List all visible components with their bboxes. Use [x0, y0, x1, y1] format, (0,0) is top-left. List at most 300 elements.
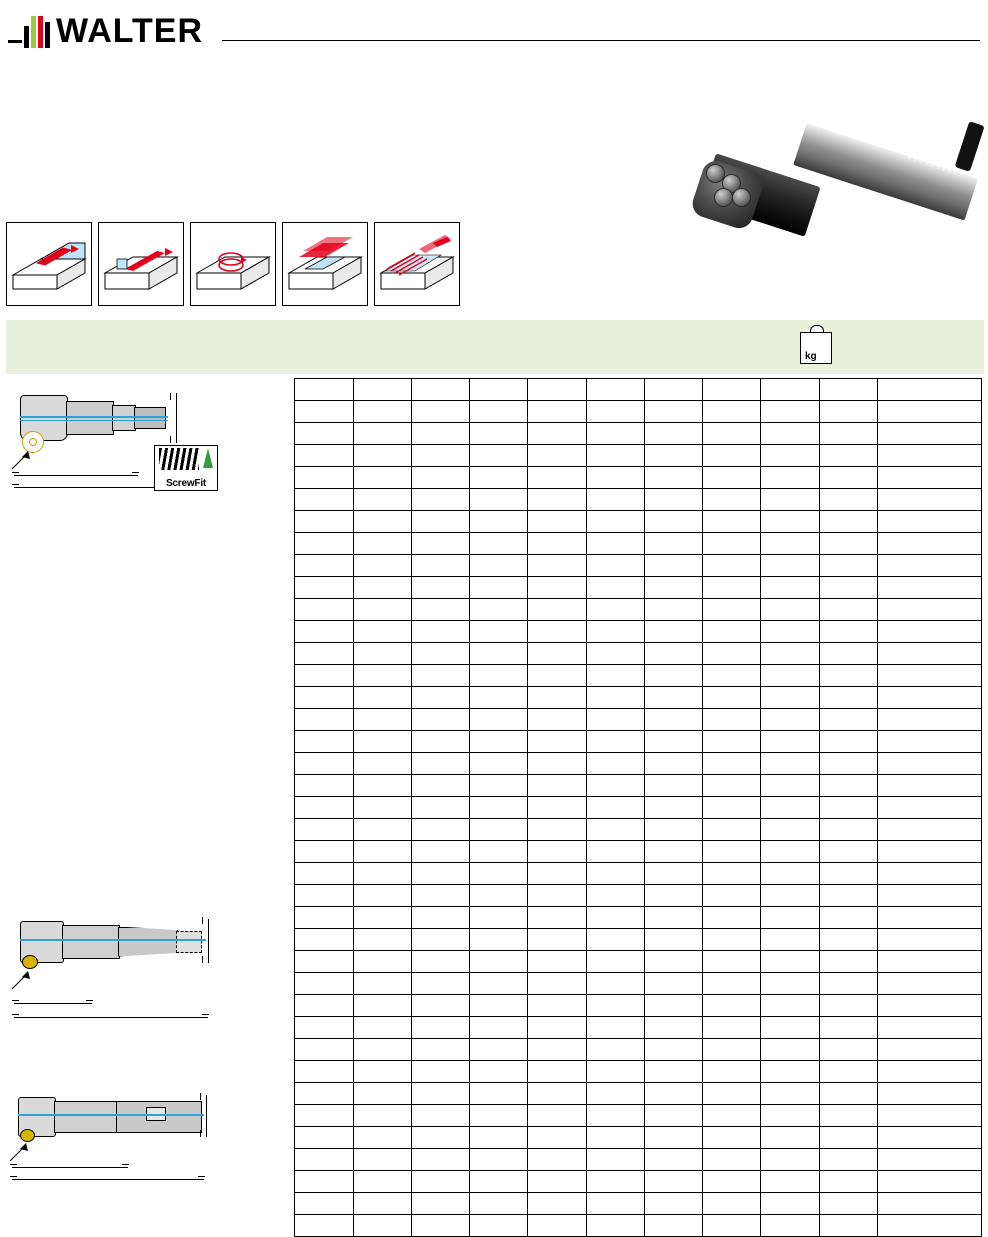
cell[interactable] [644, 489, 702, 511]
cell[interactable] [703, 1017, 761, 1039]
cell[interactable] [703, 1215, 761, 1237]
cell[interactable] [528, 775, 586, 797]
cell[interactable] [819, 951, 877, 973]
cell[interactable] [353, 599, 411, 621]
cell[interactable] [353, 951, 411, 973]
cell[interactable] [411, 797, 469, 819]
cell[interactable] [295, 401, 353, 423]
cell[interactable] [703, 1193, 761, 1215]
cell[interactable] [644, 1215, 702, 1237]
cell[interactable] [353, 1083, 411, 1105]
cell[interactable] [353, 1171, 411, 1193]
cell[interactable] [295, 577, 353, 599]
cell[interactable] [703, 731, 761, 753]
cell[interactable] [528, 1061, 586, 1083]
cell[interactable] [703, 533, 761, 555]
cell[interactable] [586, 1215, 644, 1237]
cell[interactable] [586, 1193, 644, 1215]
cell[interactable] [528, 599, 586, 621]
cell[interactable] [878, 445, 982, 467]
cell[interactable] [470, 621, 528, 643]
cell[interactable] [644, 687, 702, 709]
cell[interactable] [353, 687, 411, 709]
cell[interactable] [878, 863, 982, 885]
cell[interactable] [644, 621, 702, 643]
cell[interactable] [353, 489, 411, 511]
cell[interactable] [878, 1083, 982, 1105]
cell[interactable] [878, 1017, 982, 1039]
cell[interactable] [295, 687, 353, 709]
cell[interactable] [819, 643, 877, 665]
cell[interactable] [353, 863, 411, 885]
cell[interactable] [878, 467, 982, 489]
cell[interactable] [470, 577, 528, 599]
cell[interactable] [295, 709, 353, 731]
cell[interactable] [761, 1193, 819, 1215]
cell[interactable] [586, 797, 644, 819]
cell[interactable] [411, 1105, 469, 1127]
cell[interactable] [528, 951, 586, 973]
cell[interactable] [819, 1083, 877, 1105]
cell[interactable] [819, 929, 877, 951]
cell[interactable] [295, 511, 353, 533]
cell[interactable] [761, 1039, 819, 1061]
cell[interactable] [761, 555, 819, 577]
cell[interactable] [644, 973, 702, 995]
table-row[interactable] [6, 379, 982, 401]
cell[interactable] [528, 577, 586, 599]
cell[interactable] [411, 511, 469, 533]
cell[interactable] [528, 863, 586, 885]
cell[interactable] [644, 1171, 702, 1193]
cell[interactable] [878, 995, 982, 1017]
cell[interactable] [644, 1127, 702, 1149]
cell[interactable] [411, 1061, 469, 1083]
cell[interactable] [586, 973, 644, 995]
cell[interactable] [528, 621, 586, 643]
cell[interactable] [470, 973, 528, 995]
cell[interactable] [411, 1017, 469, 1039]
cell[interactable] [819, 1127, 877, 1149]
cell[interactable] [703, 401, 761, 423]
cell[interactable] [586, 379, 644, 401]
cell[interactable] [586, 841, 644, 863]
cell[interactable] [703, 797, 761, 819]
cell[interactable] [470, 1171, 528, 1193]
cell[interactable] [761, 511, 819, 533]
cell[interactable] [528, 731, 586, 753]
cell[interactable] [878, 907, 982, 929]
cell[interactable] [470, 995, 528, 1017]
cell[interactable] [470, 841, 528, 863]
cell[interactable] [761, 489, 819, 511]
cell[interactable] [819, 511, 877, 533]
cell[interactable] [644, 819, 702, 841]
cell[interactable] [586, 401, 644, 423]
cell[interactable] [586, 1083, 644, 1105]
cell[interactable] [470, 401, 528, 423]
cell[interactable] [644, 1061, 702, 1083]
cell[interactable] [819, 423, 877, 445]
cell[interactable] [470, 533, 528, 555]
cell[interactable] [528, 1083, 586, 1105]
cell[interactable] [761, 379, 819, 401]
cell[interactable] [586, 1017, 644, 1039]
cell[interactable] [586, 687, 644, 709]
cell[interactable] [353, 1149, 411, 1171]
cell[interactable] [470, 951, 528, 973]
cell[interactable] [878, 1039, 982, 1061]
cell[interactable] [703, 665, 761, 687]
cell[interactable] [819, 819, 877, 841]
cell[interactable] [295, 555, 353, 577]
cell[interactable] [528, 753, 586, 775]
cell[interactable] [353, 797, 411, 819]
cell[interactable] [353, 907, 411, 929]
cell[interactable] [586, 995, 644, 1017]
cell[interactable] [295, 995, 353, 1017]
cell[interactable] [353, 401, 411, 423]
cell[interactable] [819, 1193, 877, 1215]
cell[interactable] [819, 1149, 877, 1171]
cell[interactable] [761, 885, 819, 907]
cell[interactable] [586, 753, 644, 775]
cell[interactable] [819, 489, 877, 511]
cell[interactable] [470, 643, 528, 665]
cell[interactable] [878, 577, 982, 599]
cell[interactable] [295, 489, 353, 511]
cell[interactable] [411, 533, 469, 555]
cell[interactable] [353, 885, 411, 907]
cell[interactable] [295, 929, 353, 951]
cell[interactable] [761, 423, 819, 445]
cell[interactable] [353, 467, 411, 489]
cell[interactable] [411, 577, 469, 599]
cell[interactable] [703, 621, 761, 643]
cell[interactable] [411, 379, 469, 401]
cell[interactable] [586, 665, 644, 687]
cell[interactable] [703, 555, 761, 577]
cell[interactable] [586, 885, 644, 907]
cell[interactable] [295, 863, 353, 885]
cell[interactable] [586, 1061, 644, 1083]
cell[interactable] [295, 775, 353, 797]
cell[interactable] [353, 1127, 411, 1149]
cell[interactable] [878, 489, 982, 511]
cell[interactable] [586, 709, 644, 731]
cell[interactable] [703, 1171, 761, 1193]
cell[interactable] [644, 555, 702, 577]
cell[interactable] [470, 1215, 528, 1237]
cell[interactable] [295, 423, 353, 445]
cell[interactable] [411, 665, 469, 687]
cell[interactable] [528, 1105, 586, 1127]
cell[interactable] [761, 533, 819, 555]
cell[interactable] [353, 665, 411, 687]
cell[interactable] [295, 973, 353, 995]
cell[interactable] [761, 665, 819, 687]
cell[interactable] [761, 709, 819, 731]
cell[interactable] [819, 1017, 877, 1039]
cell[interactable] [295, 1127, 353, 1149]
cell[interactable] [411, 951, 469, 973]
cell[interactable] [411, 489, 469, 511]
cell[interactable] [295, 533, 353, 555]
cell[interactable] [586, 863, 644, 885]
cell[interactable] [878, 929, 982, 951]
cell[interactable] [411, 687, 469, 709]
cell[interactable] [528, 643, 586, 665]
cell[interactable] [761, 995, 819, 1017]
cell[interactable] [411, 555, 469, 577]
cell[interactable] [703, 1061, 761, 1083]
cell[interactable] [470, 1039, 528, 1061]
cell[interactable] [878, 643, 982, 665]
cell[interactable] [470, 863, 528, 885]
cell[interactable] [586, 819, 644, 841]
cell[interactable] [761, 797, 819, 819]
cell[interactable] [703, 577, 761, 599]
cell[interactable] [819, 687, 877, 709]
cell[interactable] [761, 1149, 819, 1171]
cell[interactable] [295, 1039, 353, 1061]
cell[interactable] [644, 1083, 702, 1105]
cell[interactable] [761, 1083, 819, 1105]
cell[interactable] [528, 907, 586, 929]
table-row[interactable] [6, 1083, 982, 1105]
cell[interactable] [819, 709, 877, 731]
cell[interactable] [819, 1215, 877, 1237]
cell[interactable] [411, 643, 469, 665]
cell[interactable] [528, 973, 586, 995]
cell[interactable] [528, 1127, 586, 1149]
cell[interactable] [353, 643, 411, 665]
cell[interactable] [878, 797, 982, 819]
cell[interactable] [586, 467, 644, 489]
cell[interactable] [703, 819, 761, 841]
cell[interactable] [470, 929, 528, 951]
cell[interactable] [528, 445, 586, 467]
cell[interactable] [703, 753, 761, 775]
cell[interactable] [411, 467, 469, 489]
cell[interactable] [819, 621, 877, 643]
cell[interactable] [295, 1061, 353, 1083]
cell[interactable] [703, 973, 761, 995]
cell[interactable] [644, 467, 702, 489]
cell[interactable] [528, 401, 586, 423]
cell[interactable] [703, 907, 761, 929]
cell[interactable] [878, 1171, 982, 1193]
cell[interactable] [878, 555, 982, 577]
cell[interactable] [644, 863, 702, 885]
cell[interactable] [703, 445, 761, 467]
cell[interactable] [528, 797, 586, 819]
cell[interactable] [819, 731, 877, 753]
cell[interactable] [470, 1083, 528, 1105]
cell[interactable] [819, 973, 877, 995]
cell[interactable] [353, 709, 411, 731]
cell[interactable] [644, 775, 702, 797]
cell[interactable] [586, 929, 644, 951]
cell[interactable] [295, 621, 353, 643]
cell[interactable] [703, 1083, 761, 1105]
cell[interactable] [644, 907, 702, 929]
cell[interactable] [295, 797, 353, 819]
cell[interactable] [644, 401, 702, 423]
cell[interactable] [878, 687, 982, 709]
cell[interactable] [878, 731, 982, 753]
cell[interactable] [703, 423, 761, 445]
cell[interactable] [644, 1039, 702, 1061]
cell[interactable] [295, 819, 353, 841]
cell[interactable] [819, 401, 877, 423]
cell[interactable] [411, 1193, 469, 1215]
cell[interactable] [878, 819, 982, 841]
cell[interactable] [878, 1127, 982, 1149]
cell[interactable] [528, 1039, 586, 1061]
cell[interactable] [586, 1127, 644, 1149]
cell[interactable] [761, 643, 819, 665]
cell[interactable] [761, 1127, 819, 1149]
cell[interactable] [528, 929, 586, 951]
cell[interactable] [703, 1149, 761, 1171]
cell[interactable] [353, 1039, 411, 1061]
cell[interactable] [295, 1105, 353, 1127]
cell[interactable] [878, 841, 982, 863]
cell[interactable] [411, 775, 469, 797]
cell[interactable] [703, 467, 761, 489]
cell[interactable] [644, 709, 702, 731]
cell[interactable] [353, 841, 411, 863]
cell[interactable] [528, 511, 586, 533]
cell[interactable] [703, 1127, 761, 1149]
cell[interactable] [470, 753, 528, 775]
cell[interactable] [819, 797, 877, 819]
cell[interactable] [761, 929, 819, 951]
cell[interactable] [819, 555, 877, 577]
cell[interactable] [353, 1105, 411, 1127]
cell[interactable] [528, 995, 586, 1017]
cell[interactable] [470, 687, 528, 709]
cell[interactable] [470, 1017, 528, 1039]
cell[interactable] [470, 819, 528, 841]
cell[interactable] [528, 555, 586, 577]
cell[interactable] [353, 533, 411, 555]
cell[interactable] [470, 423, 528, 445]
cell[interactable] [470, 1127, 528, 1149]
cell[interactable] [586, 1039, 644, 1061]
cell[interactable] [644, 951, 702, 973]
cell[interactable] [586, 555, 644, 577]
cell[interactable] [470, 1193, 528, 1215]
cell[interactable] [586, 511, 644, 533]
cell[interactable] [528, 1215, 586, 1237]
cell[interactable] [528, 423, 586, 445]
cell[interactable] [528, 467, 586, 489]
cell[interactable] [878, 973, 982, 995]
cell[interactable] [528, 841, 586, 863]
cell[interactable] [644, 643, 702, 665]
cell[interactable] [761, 951, 819, 973]
cell[interactable] [878, 951, 982, 973]
cell[interactable] [411, 621, 469, 643]
cell[interactable] [411, 1215, 469, 1237]
cell[interactable] [819, 907, 877, 929]
cell[interactable] [470, 709, 528, 731]
cell[interactable] [586, 621, 644, 643]
cell[interactable] [761, 841, 819, 863]
cell[interactable] [644, 731, 702, 753]
cell[interactable] [353, 973, 411, 995]
cell[interactable] [761, 1171, 819, 1193]
cell[interactable] [586, 775, 644, 797]
cell[interactable] [295, 1215, 353, 1237]
cell[interactable] [411, 1171, 469, 1193]
cell[interactable] [644, 665, 702, 687]
cell[interactable] [470, 1061, 528, 1083]
cell[interactable] [878, 1215, 982, 1237]
cell[interactable] [470, 555, 528, 577]
cell[interactable] [703, 885, 761, 907]
cell[interactable] [644, 577, 702, 599]
cell[interactable] [703, 599, 761, 621]
cell[interactable] [353, 775, 411, 797]
cell[interactable] [761, 731, 819, 753]
cell[interactable] [411, 1039, 469, 1061]
cell[interactable] [878, 401, 982, 423]
cell[interactable] [353, 577, 411, 599]
cell[interactable] [295, 1017, 353, 1039]
cell[interactable] [353, 511, 411, 533]
cell[interactable] [761, 863, 819, 885]
cell[interactable] [586, 1105, 644, 1127]
cell[interactable] [295, 753, 353, 775]
cell[interactable] [470, 1105, 528, 1127]
cell[interactable] [878, 709, 982, 731]
cell[interactable] [878, 1193, 982, 1215]
cell[interactable] [878, 599, 982, 621]
cell[interactable] [586, 731, 644, 753]
cell[interactable] [295, 1193, 353, 1215]
cell[interactable] [878, 775, 982, 797]
cell[interactable] [353, 753, 411, 775]
cell[interactable] [761, 577, 819, 599]
cell[interactable] [470, 467, 528, 489]
cell[interactable] [470, 445, 528, 467]
cell[interactable] [819, 775, 877, 797]
cell[interactable] [644, 423, 702, 445]
cell[interactable] [761, 401, 819, 423]
cell[interactable] [878, 665, 982, 687]
cell[interactable] [644, 929, 702, 951]
cell[interactable] [295, 1149, 353, 1171]
cell[interactable] [819, 1039, 877, 1061]
cell[interactable] [353, 929, 411, 951]
cell[interactable] [819, 445, 877, 467]
cell[interactable] [703, 709, 761, 731]
cell[interactable] [586, 951, 644, 973]
cell[interactable] [353, 731, 411, 753]
cell[interactable] [761, 1215, 819, 1237]
cell[interactable] [878, 423, 982, 445]
cell[interactable] [353, 1017, 411, 1039]
cell[interactable] [411, 731, 469, 753]
cell[interactable] [878, 753, 982, 775]
cell[interactable] [411, 819, 469, 841]
cell[interactable] [644, 1105, 702, 1127]
cell[interactable] [644, 1193, 702, 1215]
cell[interactable] [586, 489, 644, 511]
